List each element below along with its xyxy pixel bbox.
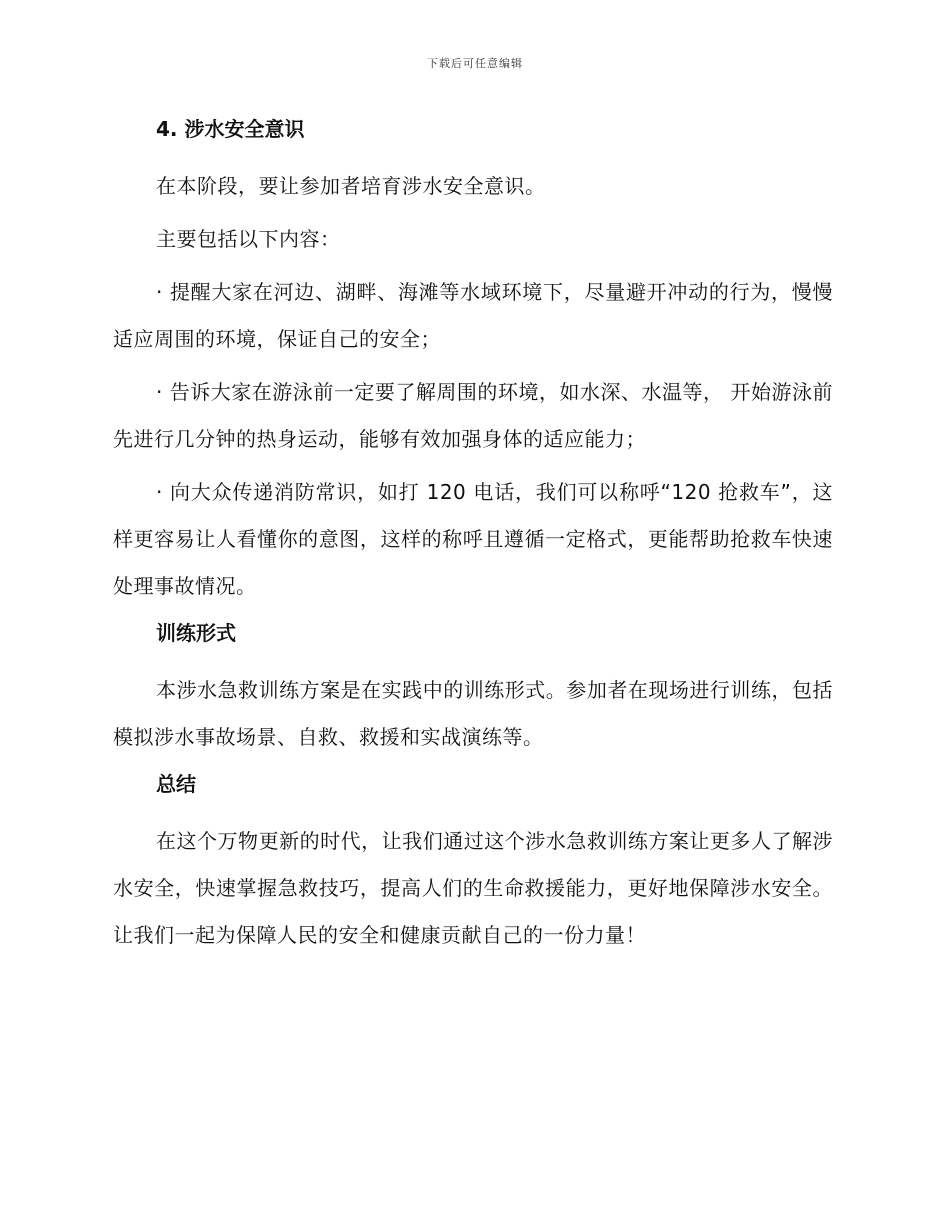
section-heading-safety-awareness: 4. 涉水安全意识 [156, 117, 305, 141]
bullet-item-3: · 向大众传递消防常识，如打 120 电话，我们可以称呼“120 抢救车”，这样更容易让人看懂你的意图，这样的称呼且遵循一定格式，更能帮助抢救车快速处理事故情况。 [113, 480, 833, 598]
section-heading-summary: 总结 [156, 772, 196, 796]
document-body [113, 112, 833, 965]
paragraph-intro: 在本阶段，要让参加者培育涉水安全意识。 [156, 174, 546, 198]
header-note: 下载后可任意编辑 [427, 57, 523, 70]
paragraph-training: 本涉水急救训练方案是在实践中的训练形式。参加者在现场进行训练，包括模拟涉水事故场景、自救、救援和实战演练等。 [113, 678, 833, 749]
section-heading-training-form: 训练形式 [156, 621, 236, 645]
bullet-item-1: · 提醒大家在河边、湖畔、海滩等水域环境下，尽量避开冲动的行为，慢慢适应周围的环境，保证自己的安全； [113, 280, 833, 351]
paragraph-content-lead: 主要包括以下内容： [156, 227, 341, 251]
paragraph-summary: 在这个万物更新的时代，让我们通过这个涉水急救训练方案让更多人了解涉水安全，快速掌握急救技巧，提高人们的生命救援能力，更好地保障涉水安全。让我们一起为保障人民的安全和健康贡献自己的一份力量！ [113, 829, 833, 947]
bullet-item-2: · 告诉大家在游泳前一定要了解周围的环境，如水深、水温等， 开始游泳前先进行几分钟的热身运动，能够有效加强身体的适应能力； [113, 380, 833, 451]
